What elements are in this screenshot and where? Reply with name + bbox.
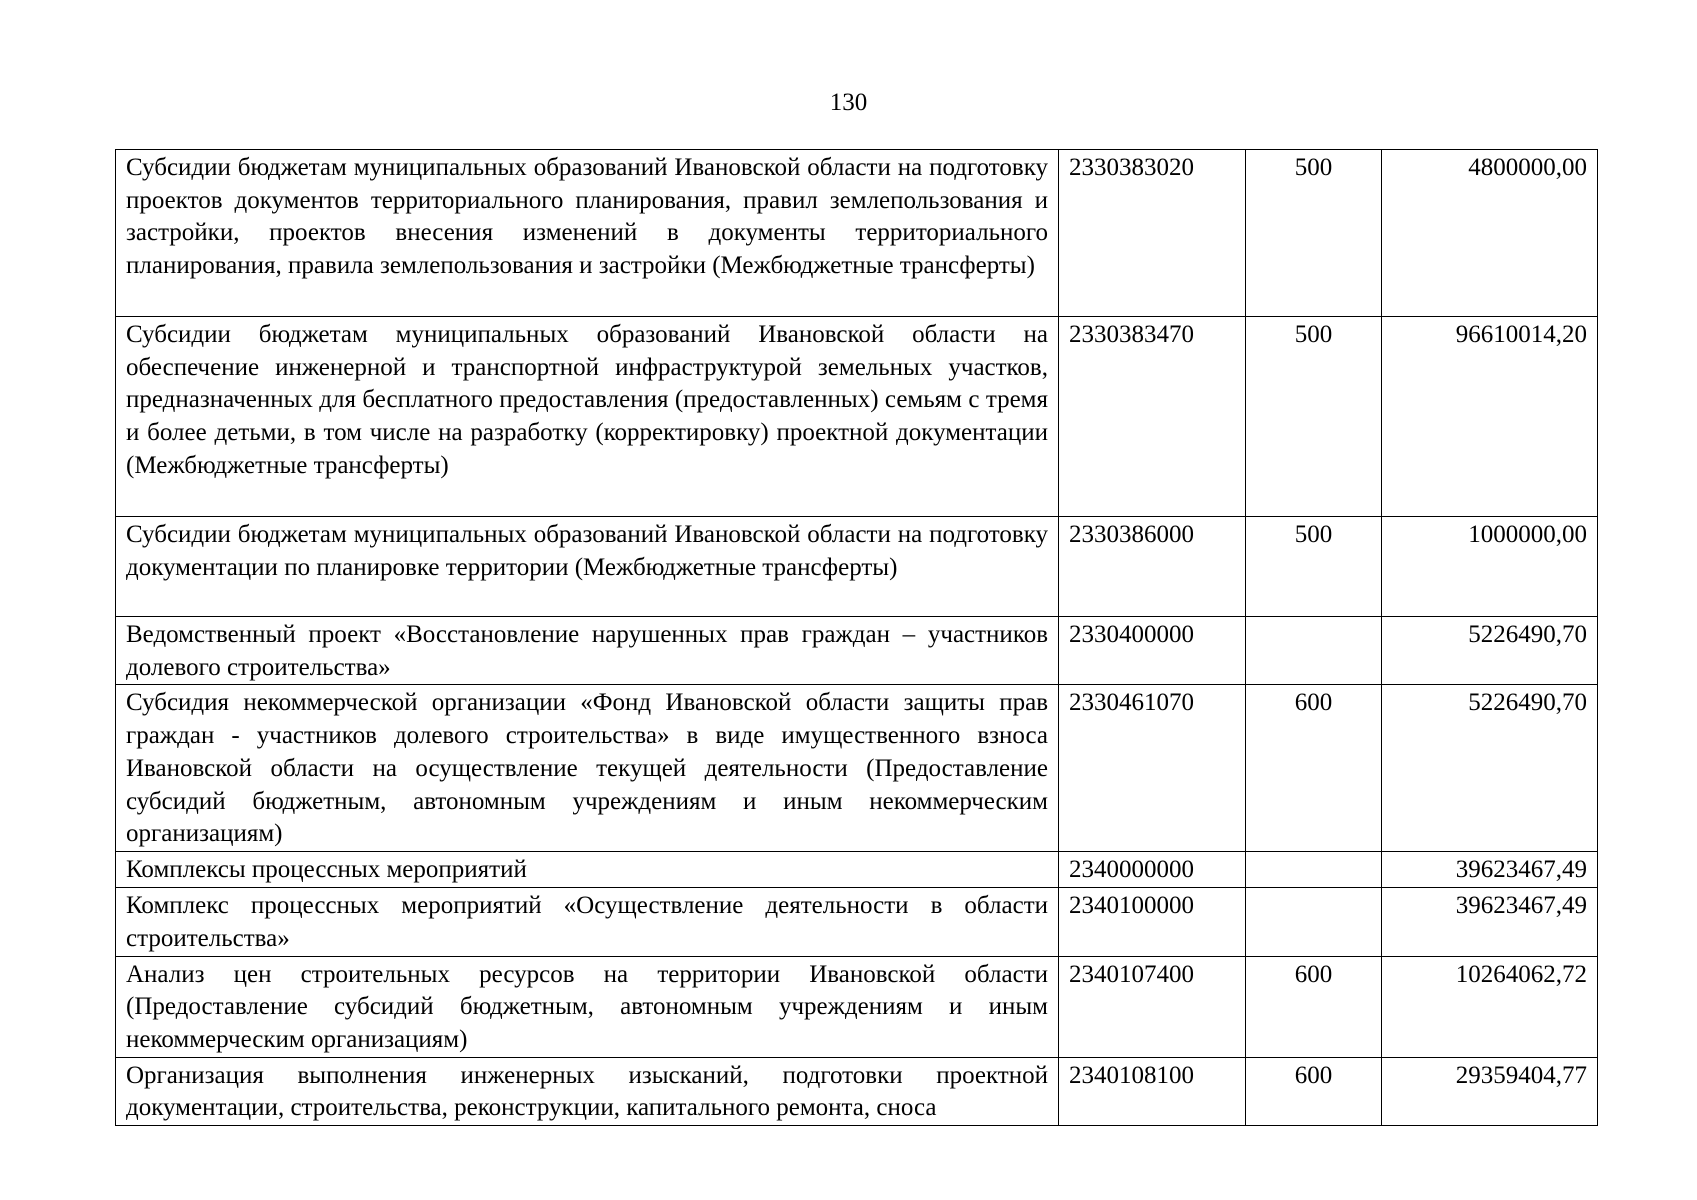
row-name: Комплексы процессных мероприятий — [116, 852, 1059, 888]
row-sum: 29359404,77 — [1382, 1057, 1598, 1125]
row-code: 2340107400 — [1059, 956, 1246, 1057]
row-sum: 5226490,70 — [1382, 685, 1598, 852]
row-name: Субсидии бюджетам муниципальных образований Ивановской области на обеспечение инженерной и транспортной инфраструктурой земельных участков, предназначенных для бесплатного предоставления (предоставленных) семьям с тремя и более детьми, в том числе на разработку (корректировку) проектной документации (Межбюджетные трансферты) — [116, 317, 1059, 517]
table-row — [116, 956, 1598, 1057]
row-sum: 4800000,00 — [1382, 150, 1598, 317]
row-code: 2340108100 — [1059, 1057, 1246, 1125]
row-sum: 1000000,00 — [1382, 517, 1598, 617]
page-number: 130 — [829, 89, 868, 116]
row-type — [1246, 852, 1382, 888]
row-code: 2330383470 — [1059, 317, 1246, 517]
row-name: Организация выполнения инженерных изысканий, подготовки проектной документации, строительства, реконструкции, капитального ремонта, сноса — [116, 1057, 1059, 1125]
row-type: 600 — [1246, 956, 1382, 1057]
row-sum: 39623467,49 — [1382, 852, 1598, 888]
row-type: 500 — [1246, 517, 1382, 617]
table-row — [116, 317, 1598, 517]
row-type: 600 — [1246, 1057, 1382, 1125]
row-code: 2340000000 — [1059, 852, 1246, 888]
table-row — [116, 888, 1598, 956]
row-sum: 5226490,70 — [1382, 617, 1598, 685]
row-name: Субсидии бюджетам муниципальных образований Ивановской области на подготовку документации по планировке территории (Межбюджетные трансферты) — [116, 517, 1059, 617]
row-sum: 10264062,72 — [1382, 956, 1598, 1057]
row-name: Ведомственный проект «Восстановление нарушенных прав граждан – участников долевого строительства» — [116, 617, 1059, 685]
row-type: 500 — [1246, 317, 1382, 517]
row-code: 2330383020 — [1059, 150, 1246, 317]
table-row — [116, 150, 1598, 317]
table-row — [116, 1057, 1598, 1125]
row-code: 2330461070 — [1059, 685, 1246, 852]
row-name: Субсидия некоммерческой организации «Фонд Ивановской области защиты прав граждан - участников долевого строительства» в виде имущественного взноса Ивановской области на осуществление текущей деятельности (Предоставление субсидий бюджетным, автономным учреждениям и иным некоммерческим организациям) — [116, 685, 1059, 852]
row-code: 2330386000 — [1059, 517, 1246, 617]
row-sum: 39623467,49 — [1382, 888, 1598, 956]
table-row — [116, 685, 1598, 852]
table-row — [116, 617, 1598, 685]
row-type — [1246, 617, 1382, 685]
row-name: Анализ цен строительных ресурсов на территории Ивановской области (Предоставление субсидий бюджетным, автономным учреждениям и иным некоммерческим организациям) — [116, 956, 1059, 1057]
row-type — [1246, 888, 1382, 956]
row-code: 2340100000 — [1059, 888, 1246, 956]
budget-table — [115, 149, 1598, 1126]
row-code: 2330400000 — [1059, 617, 1246, 685]
row-sum: 96610014,20 — [1382, 317, 1598, 517]
table-row — [116, 852, 1598, 888]
row-type: 600 — [1246, 685, 1382, 852]
row-name: Комплекс процессных мероприятий «Осуществление деятельности в области строительства» — [116, 888, 1059, 956]
table-row — [116, 517, 1598, 617]
row-type: 500 — [1246, 150, 1382, 317]
row-name: Субсидии бюджетам муниципальных образований Ивановской области на подготовку проектов документов территориального планирования, правил землепользования и застройки, проектов внесения изменений в документы территориального планирования, правила землепользования и застройки (Межбюджетные трансферты) — [116, 150, 1059, 317]
